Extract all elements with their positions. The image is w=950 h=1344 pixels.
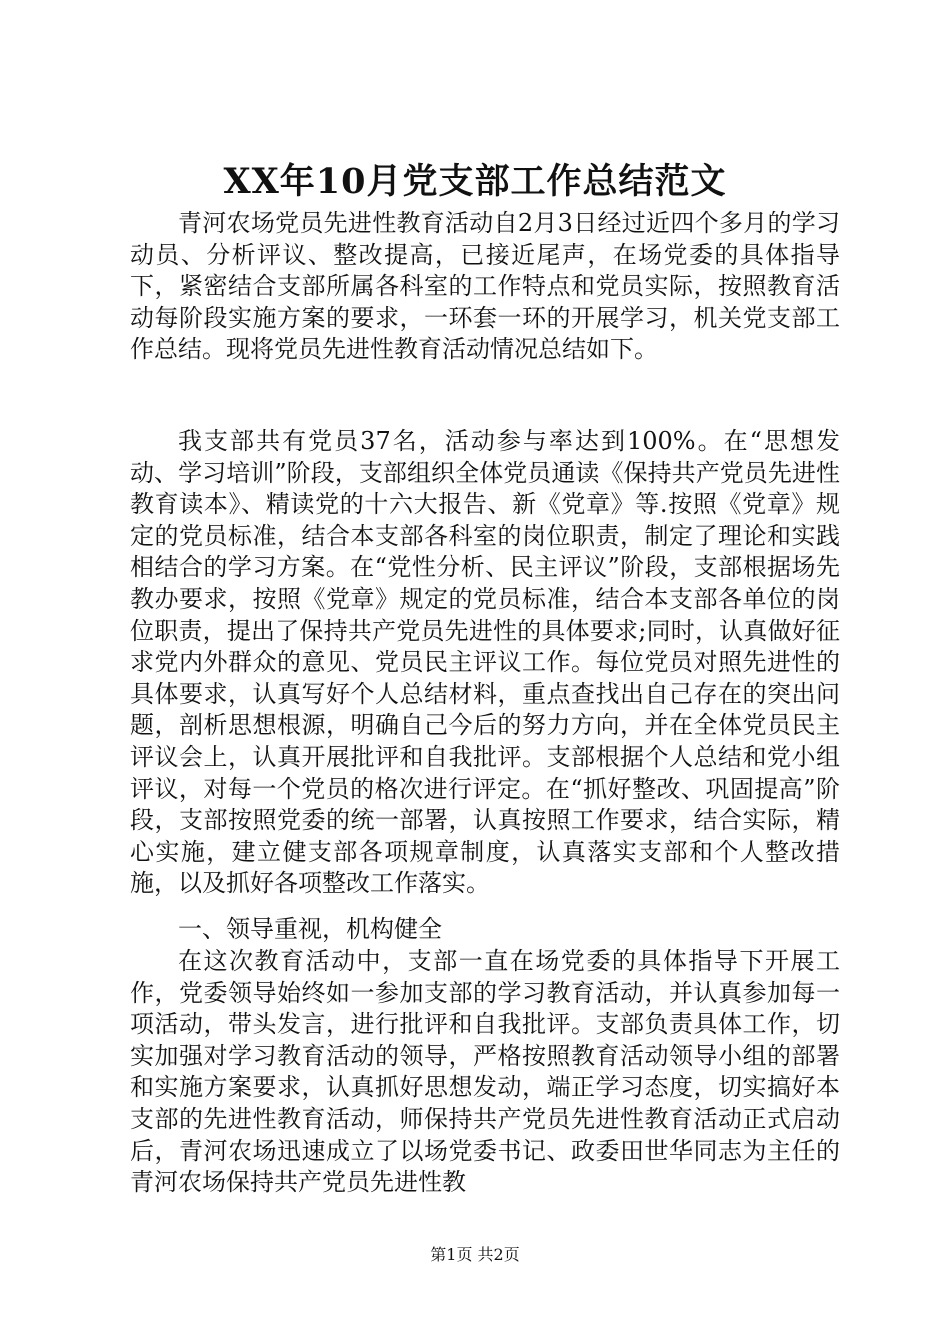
paragraph-summary: 我支部共有党员37名，活动参与率达到100%。在“思想发动、学习培训”阶段，支部组织全体党员通读《保持共产党员先进性教育读本》、精读党的十六大报告、新《党章》等.按照《党章》规定的党员标准，结合本支部各科室的岗位职责，制定了理论和实践相结合的学习方案。在“党性分析、民主评议”阶段，支部根据场先教办要求，按照《党章》规定的党员标准，结合本支部各单位的岗位职责，提出了保持共产党员先进性的具体要求;同时，认真做好征求党内外群众的意见、党员民主评议工作。每位党员对照先进性的具体要求，认真写好个人总结材料，重点查找出自己存在的突出问题，剖析思想根源，明确自己今后的努力方向，并在全体党员民主评议会上，认真开展批评和自我批评。支部根据个人总结和党小组评议，对每一个党员的格次进行评定。在“抓好整改、巩固提高”阶段，支部按照党委的统一部署，认真按照工作要求，结合实际，精心实施，建立健支部各项规章制度，认真落实支部和个人整改措施，以及抓好各项整改工作落实。 — [130, 427, 840, 898]
paragraph-leadership: 在这次教育活动中，支部一直在场党委的具体指导下开展工作，党委领导始终如一参加支部的学习教育活动，并认真参加每一项活动，带头发言，进行批评和自我批评。支部负责具体工作，切实加强对学习教育活动的领导，严格按照教育活动领导小组的部署和实施方案要求，认真抓好思想发动，端正学习态度，切实搞好本支部的先进性教育活动，师保持共产党员先进性教育活动正式启动后，青河农场迅速成立了以场党委书记、政委田世华同志为主任的青河农场保持共产党员先进性教 — [130, 947, 840, 1197]
section-heading: 一、领导重视，机构健全 — [178, 915, 442, 943]
paragraph-intro: 青河农场党员先进性教育活动自2月3日经过近四个多月的学习动员、分析评议、整改提高，已接近尾声，在场党委的具体指导下，紧密结合支部所属各科室的工作特点和党员实际，按照教育活动每阶段实施方案的要求，一环套一环的开展学习，机关党支部工作总结。现将党员先进性教育活动情况总结如下。 — [130, 209, 840, 364]
document-title: XX年10月党支部工作总结范文 — [223, 161, 727, 202]
page-footer: 第1页 共2页 — [430, 1245, 520, 1264]
